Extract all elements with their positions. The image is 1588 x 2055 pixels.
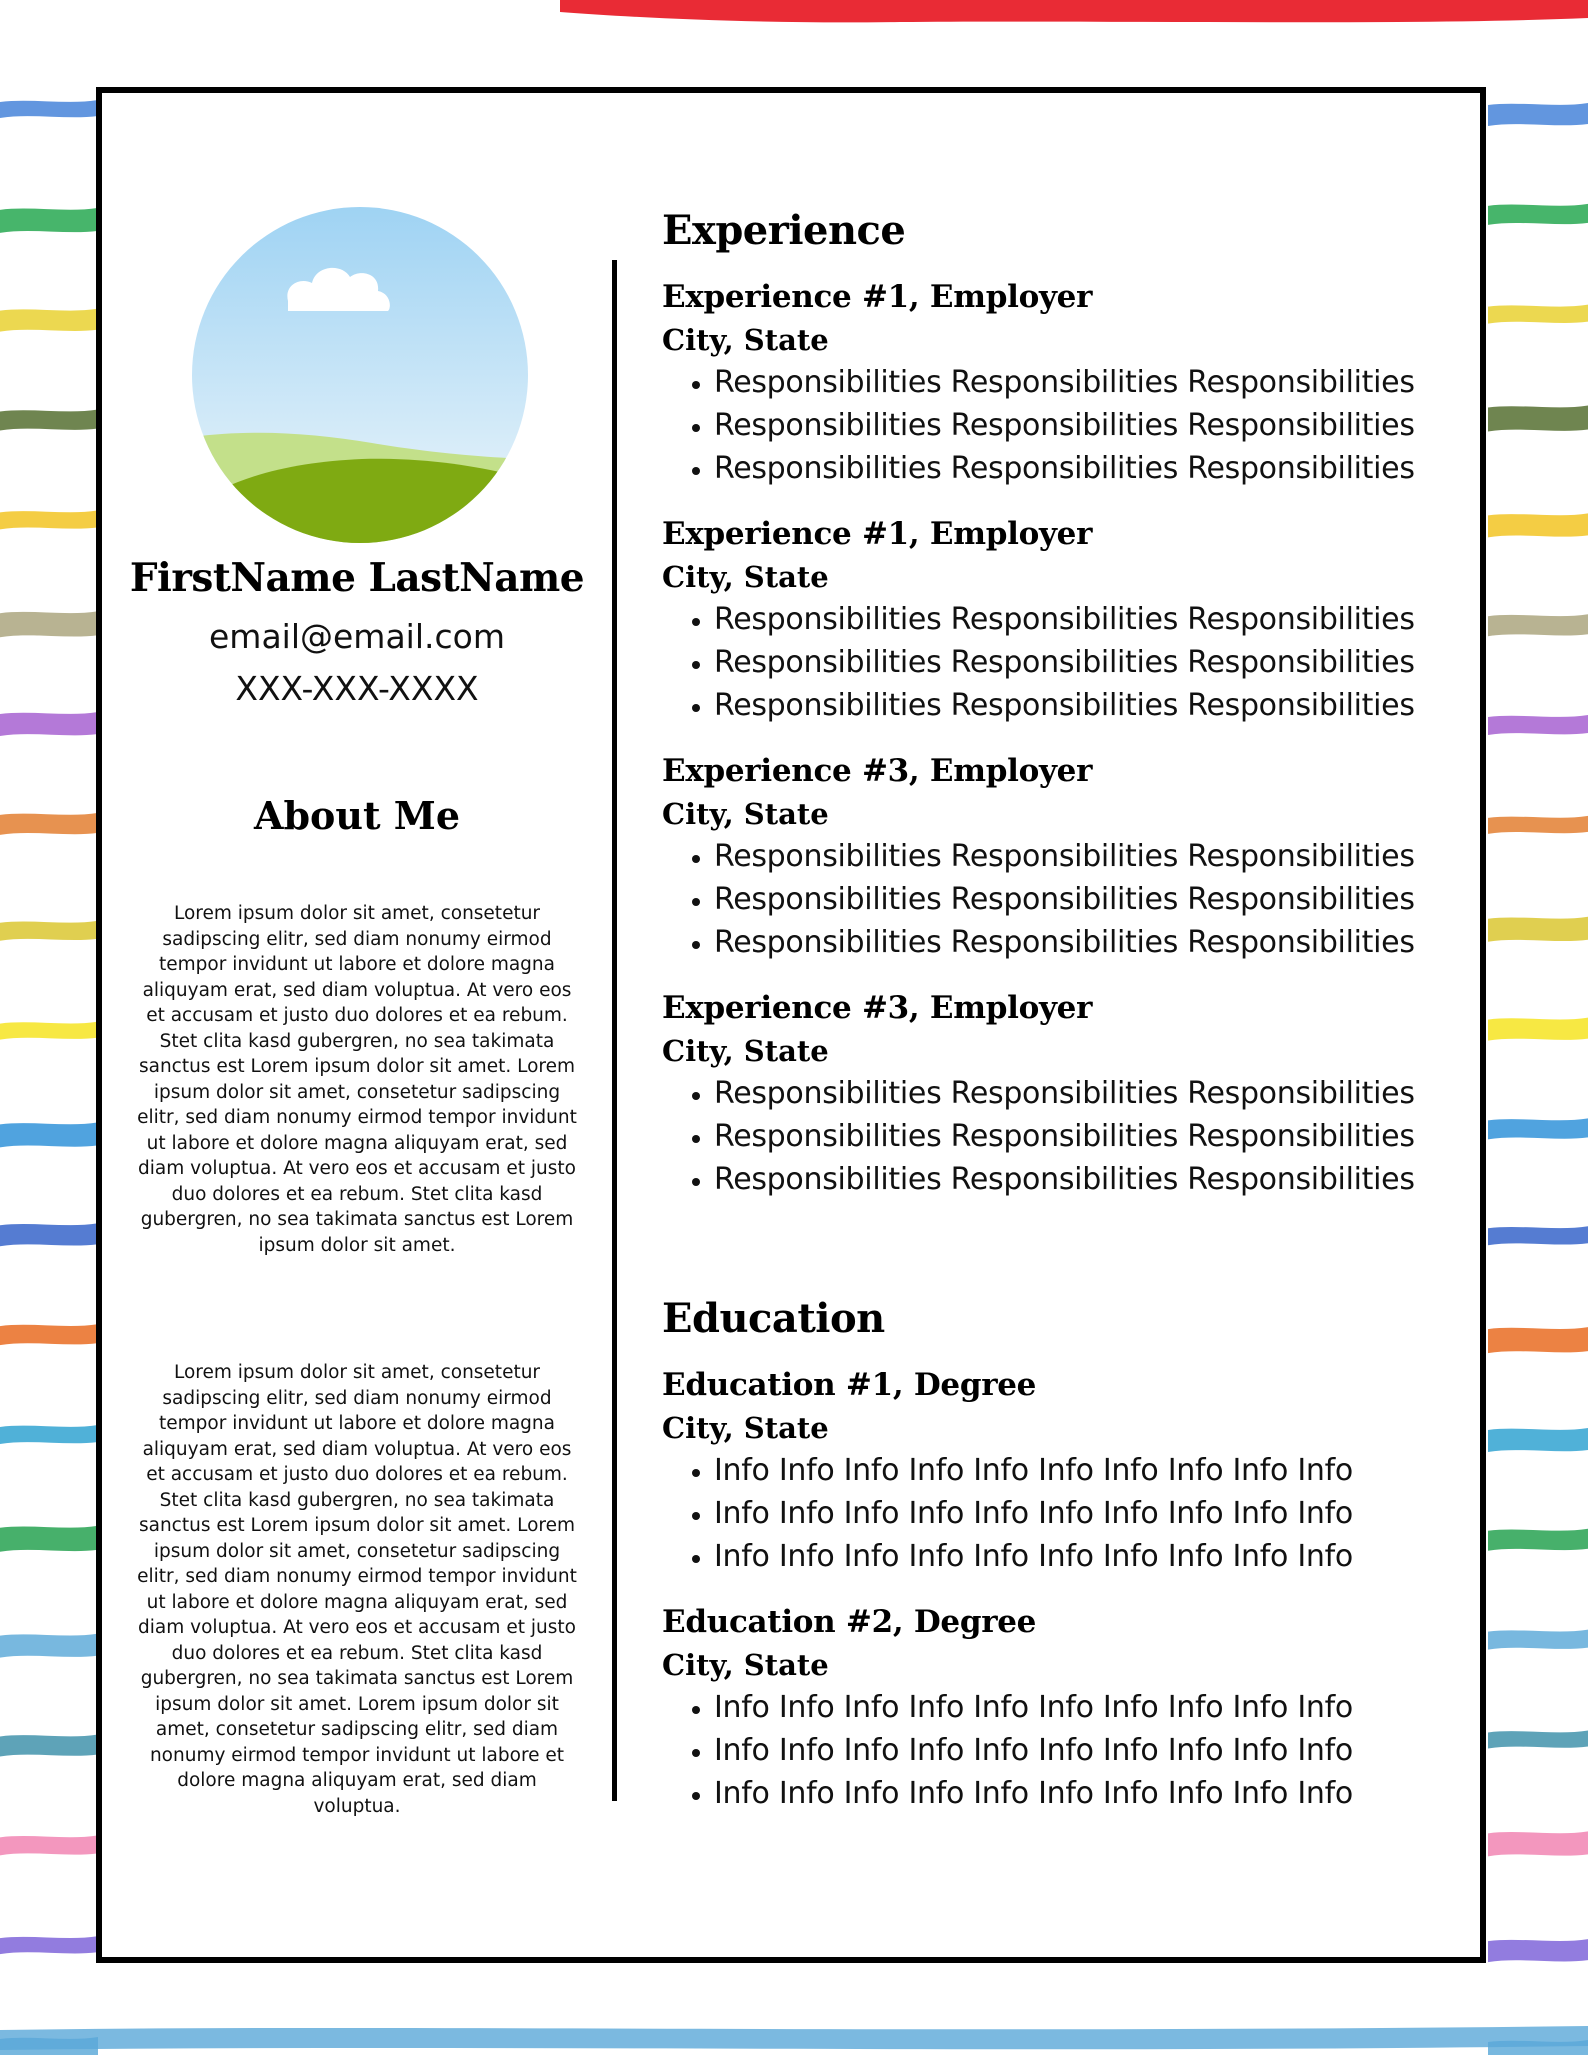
responsibility-item: • Responsibilities Responsibilities Responsibilities xyxy=(714,1158,1462,1201)
responsibility-item: • Responsibilities Responsibilities Responsibilities xyxy=(714,835,1462,878)
stripe-mark xyxy=(0,712,98,736)
responsibility-item: • Responsibilities Responsibilities Responsibilities xyxy=(714,447,1462,490)
column-divider xyxy=(612,260,617,1801)
stripe-mark xyxy=(0,208,98,233)
education-info-item: • Info Info Info Info Info Info Info Info Info Info xyxy=(714,1686,1462,1729)
stripe-mark xyxy=(0,410,98,431)
stripe-bottom xyxy=(0,2026,1588,2050)
right-column xyxy=(662,205,1462,1837)
about-paragraph-1: Lorem ipsum dolor sit amet, consetetur sadipscing elitr, sed diam nonumy eirmod tempor invidunt ut labore et dolore magna aliquyam erat, sed diam voluptua. At vero eos et accusam et justo duo dolores et ea rebum. Stet clita kasd gubergren, no sea takimata sanctus est Lorem ipsum dolor sit amet. Lorem ipsum dolor sit amet, consetetur sadipscing elitr, sed diam nonumy eirmod tempor invidunt ut labore et dolore magna aliquyam erat, sed diam voluptua. At vero eos et accusam et justo duo dolores et ea rebum. Stet clita kasd gubergren, no sea takimata sanctus est Lorem ipsum dolor sit amet. xyxy=(137,903,577,1256)
stripe-mark xyxy=(1488,305,1588,324)
education-info-item: • Info Info Info Info Info Info Info Info Info Info xyxy=(714,1535,1462,1578)
stripe-mark xyxy=(0,1223,98,1246)
education-info-item: • Info Info Info Info Info Info Info Info Info Info xyxy=(714,1729,1462,1772)
stripe-mark xyxy=(0,100,98,118)
stripe-mark xyxy=(0,813,98,835)
stripe-mark xyxy=(0,1324,98,1345)
stripe-mark xyxy=(1488,1730,1588,1748)
stripe-top xyxy=(560,0,1588,22)
experience-heading: Experience xyxy=(662,207,906,254)
education-title: Education #2, Degree xyxy=(662,1604,1037,1640)
stripe-mark xyxy=(1488,917,1588,942)
stripe-mark xyxy=(0,1526,98,1552)
stripe-mark xyxy=(0,1835,98,1855)
stripe-mark xyxy=(1488,513,1588,537)
stripe-mark xyxy=(1488,1831,1588,1856)
education-info-item: • Info Info Info Info Info Info Info Info Info Info xyxy=(714,1449,1462,1492)
experience-location: City, State xyxy=(662,1034,829,1068)
stripe-mark xyxy=(0,1122,98,1147)
responsibility-item: • Responsibilities Responsibilities Responsibilities xyxy=(714,684,1462,727)
experience-entry xyxy=(662,986,1462,1201)
experience-title: Experience #1, Employer xyxy=(662,516,1093,552)
stripe-mark xyxy=(1488,1428,1588,1452)
phone-number: XXX-XXX-XXXX xyxy=(235,669,479,708)
stripe-mark xyxy=(1488,204,1588,225)
stripe-mark xyxy=(1488,1327,1588,1353)
about-paragraph-2: Lorem ipsum dolor sit amet, consetetur sadipscing elitr, sed diam nonumy eirmod tempor invidunt ut labore et dolore magna aliquyam erat, sed diam voluptua. At vero eos et accusam et justo duo dolores et ea rebum. Stet clita kasd gubergren, no sea takimata sanctus est Lorem ipsum dolor sit amet. Lorem ipsum dolor sit amet, consetetur sadipscing elitr, sed diam nonumy eirmod tempor invidunt ut labore et dolore magna aliquyam erat, sed diam voluptua. At vero eos et accusam et justo duo dolores et ea rebum. Stet clita kasd gubergren, no sea takimata sanctus est Lorem ipsum dolor sit amet. Lorem ipsum dolor sit amet, consetetur sadipscing elitr, sed diam nonumy eirmod tempor invidunt ut labore et dolore magna aliquyam erat, sed diam voluptua. xyxy=(137,1362,577,1817)
education-info-item: • Info Info Info Info Info Info Info Info Info Info xyxy=(714,1772,1462,1815)
about-me-heading: About Me xyxy=(253,793,461,838)
experience-entry xyxy=(662,275,1462,490)
education-info-item: • Info Info Info Info Info Info Info Info Info Info xyxy=(714,1492,1462,1535)
stripe-mark xyxy=(1488,614,1588,636)
stripe-mark xyxy=(1488,1118,1588,1139)
stripe-mark xyxy=(0,611,98,637)
stripe-mark xyxy=(1488,1630,1588,1650)
education-title: Education #1, Degree xyxy=(662,1367,1037,1403)
responsibility-item: • Responsibilities Responsibilities Responsibilities xyxy=(714,1072,1462,1115)
full-name: FirstName LastName xyxy=(129,555,585,601)
stripe-mark xyxy=(0,1425,98,1444)
stripe-mark xyxy=(1488,1226,1588,1245)
stripe-mark xyxy=(1488,715,1588,735)
responsibility-item: • Responsibilities Responsibilities Responsibilities xyxy=(714,598,1462,641)
education-entry xyxy=(662,1363,1462,1578)
stripe-mark xyxy=(0,510,98,529)
stripe-mark xyxy=(1488,1529,1588,1551)
responsibility-item: • Responsibilities Responsibilities Responsibilities xyxy=(714,1115,1462,1158)
experience-title: Experience #1, Employer xyxy=(662,279,1093,315)
responsibility-item: • Responsibilities Responsibilities Responsibilities xyxy=(714,361,1462,404)
experience-entry xyxy=(662,749,1462,964)
education-entry xyxy=(662,1600,1462,1815)
stripe-mark xyxy=(1488,816,1588,834)
stripe-mark xyxy=(0,1022,98,1040)
email-address: email@email.com xyxy=(209,617,505,656)
stripe-mark xyxy=(0,1936,98,1954)
responsibility-item: • Responsibilities Responsibilities Responsibilities xyxy=(714,878,1462,921)
stripe-mark xyxy=(1488,406,1588,432)
stripe-mark xyxy=(0,921,98,941)
stripe-mark xyxy=(1488,103,1588,126)
stripe-mark xyxy=(0,1734,98,1756)
stripe-mark xyxy=(1488,1939,1588,1962)
stripe-mark xyxy=(1488,1018,1588,1041)
experience-title: Experience #3, Employer xyxy=(662,990,1093,1026)
experience-title: Experience #3, Employer xyxy=(662,753,1093,789)
experience-location: City, State xyxy=(662,797,829,831)
resume-sheet xyxy=(96,87,1486,1963)
responsibility-item: • Responsibilities Responsibilities Responsibilities xyxy=(714,921,1462,964)
stripe-mark xyxy=(0,1634,98,1658)
education-heading: Education xyxy=(662,1295,885,1342)
experience-location: City, State xyxy=(662,560,829,594)
education-location: City, State xyxy=(662,1648,829,1682)
responsibility-item: • Responsibilities Responsibilities Responsibilities xyxy=(714,404,1462,447)
experience-entry xyxy=(662,512,1462,727)
responsibility-item: • Responsibilities Responsibilities Responsibilities xyxy=(714,641,1462,684)
profile-photo-landscape xyxy=(192,207,528,543)
stripe-mark xyxy=(0,309,98,332)
education-location: City, State xyxy=(662,1411,829,1445)
experience-location: City, State xyxy=(662,323,829,357)
